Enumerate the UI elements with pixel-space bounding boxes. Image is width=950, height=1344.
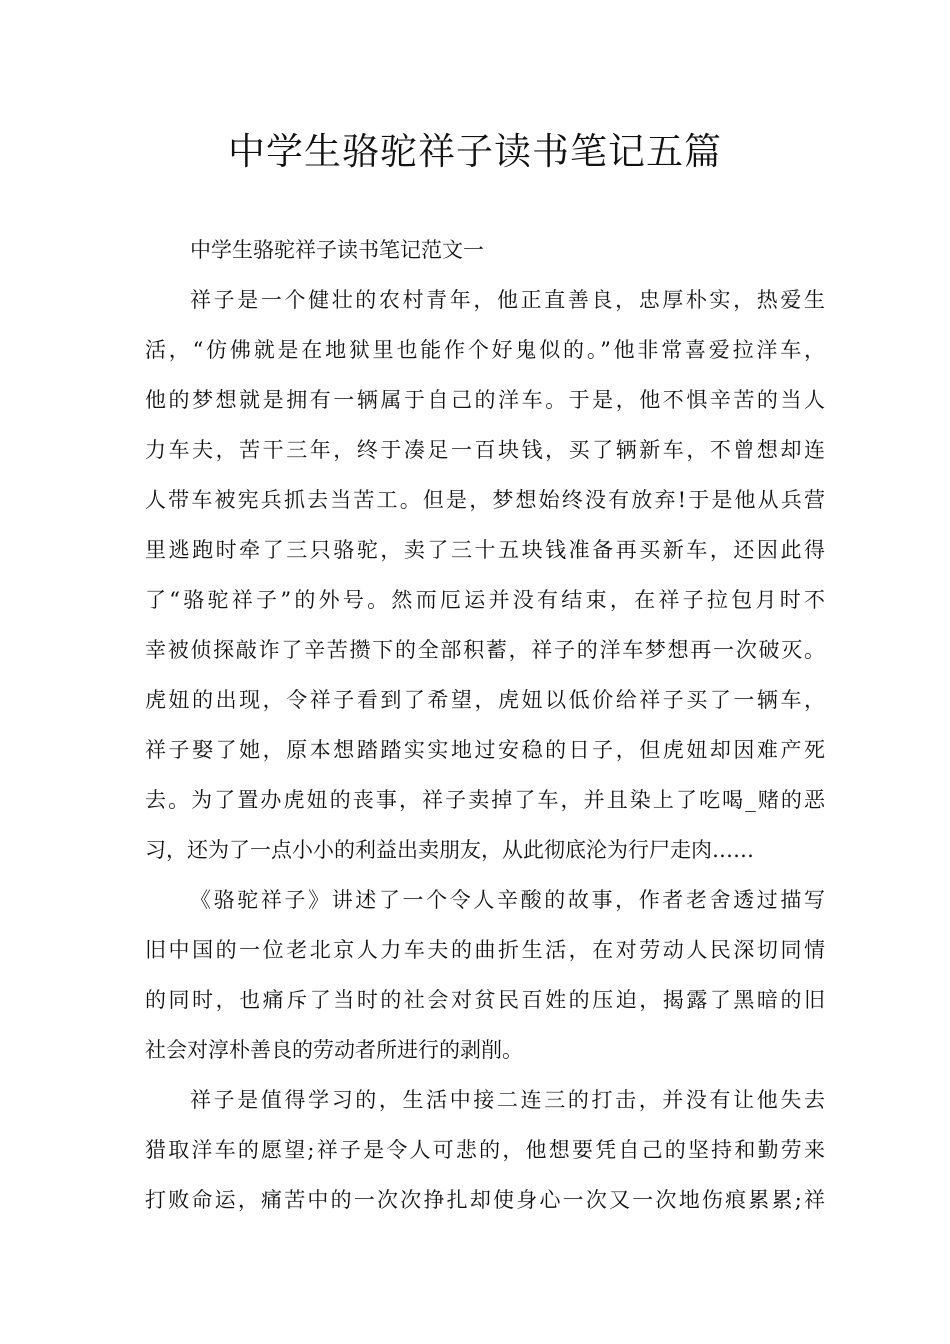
paragraph-line: 祥子是一个健壮的农村青年，他正直善良，忠厚朴实，热爱生 <box>190 288 825 312</box>
paragraph-line: 他的梦想就是拥有一辆属于自己的洋车。于是，他不惧辛苦的当人 <box>145 388 825 412</box>
paragraph-line: 习，还为了一点小小的利益出卖朋友，从此彻底沦为行尸走肉…… <box>145 838 754 862</box>
paragraph-line: 力车夫，苦干三年，终于凑足一百块钱，买了辆新车，不曾想却连 <box>145 438 825 462</box>
paragraph-line: 的同时，也痛斥了当时的社会对贫民百姓的压迫，揭露了黑暗的旧 <box>145 988 825 1012</box>
paragraph-line: 去。为了置办虎妞的丧事，祥子卖掉了车，并且染上了吃喝_赌的恶 <box>145 788 825 812</box>
paragraph-line: 了“骆驼祥子”的外号。然而厄运并没有结束，在祥子拉包月时不 <box>145 588 825 612</box>
paragraph-line: 活，“仿佛就是在地狱里也能作个好鬼似的。”他非常喜爱拉洋车， <box>145 338 825 362</box>
paragraph-line: 打败命运，痛苦中的一次次挣扎却使身心一次又一次地伤痕累累;祥 <box>145 1188 825 1212</box>
paragraph-line: 社会对淳朴善良的劳动者所进行的剥削。 <box>145 1038 523 1062</box>
document-title: 中学生骆驼祥子读书笔记五篇 <box>228 130 722 173</box>
section-heading: 中学生骆驼祥子读书笔记范文一 <box>190 238 484 262</box>
paragraph-line: 《骆驼祥子》讲述了一个令人辛酸的故事，作者老舍透过描写 <box>190 888 825 912</box>
paragraph-line: 幸被侦探敲诈了辛苦攒下的全部积蓄，祥子的洋车梦想再一次破灭。 <box>145 638 825 662</box>
paragraph-line: 祥子娶了她，原本想踏踏实实地过安稳的日子，但虎妞却因难产死 <box>145 738 825 762</box>
paragraph-line: 旧中国的一位老北京人力车夫的曲折生活，在对劳动人民深切同情 <box>145 938 825 962</box>
paragraph-line: 虎妞的出现，令祥子看到了希望，虎妞以低价给祥子买了一辆车， <box>145 688 825 712</box>
paragraph-line: 猎取洋车的愿望;祥子是令人可悲的，他想要凭自己的坚持和勤劳来 <box>145 1138 825 1162</box>
paragraph-line: 里逃跑时牵了三只骆驼，卖了三十五块钱准备再买新车，还因此得 <box>145 538 825 562</box>
paragraph-line: 人带车被宪兵抓去当苦工。但是，梦想始终没有放弃!于是他从兵营 <box>145 488 825 512</box>
paragraph-line: 祥子是值得学习的，生活中接二连三的打击，并没有让他失去 <box>190 1088 825 1112</box>
